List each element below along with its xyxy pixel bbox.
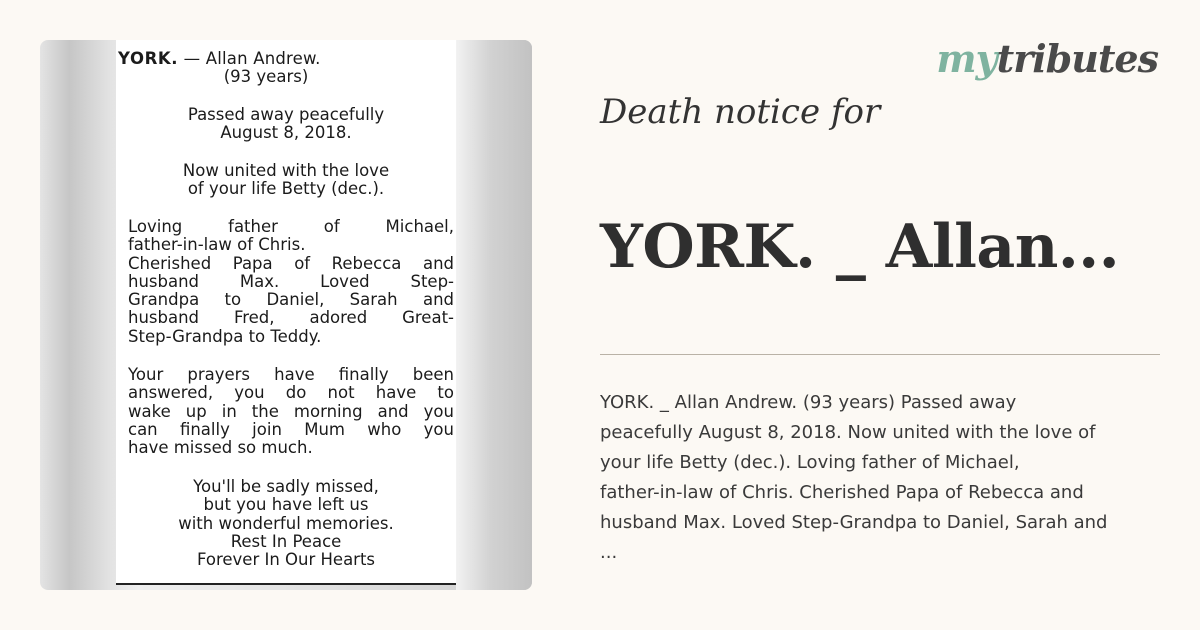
clipping-shadow [456, 40, 532, 590]
excerpt-line: father-in-law of Chris. Cherished Papa of Rebecca and [600, 482, 1084, 503]
logo-prefix: my [936, 36, 997, 81]
clipping-line: Now united with the love [182, 161, 390, 180]
clipping-line: with wonderful memories. [178, 513, 394, 533]
clipping-line: Passed away peacefully [187, 105, 385, 124]
clipping-line: You'll be sadly missed, [193, 477, 379, 496]
death-notice-clipping [40, 40, 532, 590]
clipping-name-line [116, 50, 456, 68]
clipping-united-block [116, 162, 456, 199]
excerpt-line: husband Max. Loved Step-Grandpa to Daniel, Sarah and [600, 512, 1108, 533]
clipping-header [116, 50, 456, 87]
section-divider [600, 354, 1160, 355]
notice-excerpt [600, 388, 1180, 568]
clipping-line: can finally join Mum who you [128, 419, 454, 439]
clipping-line: father-in-law of Chris. [128, 235, 306, 255]
clipping-family-block [128, 218, 454, 346]
clipping-line: August 8, 2018. [220, 123, 352, 143]
clipping-age: (93 years) [223, 67, 309, 87]
clipping-line: Rest In Peace [230, 531, 342, 551]
notice-label: Death notice for [600, 92, 881, 132]
clipping-given-names: — Allan Andrew. [178, 49, 321, 68]
clipping-line: Loving father of Michael, [128, 217, 454, 236]
excerpt-line: your life Betty (dec.). Loving father of Michael, [600, 452, 1020, 473]
clipping-line: Your prayers have finally been [128, 365, 454, 384]
clipping-line: Step-Grandpa to Teddy. [128, 326, 322, 346]
clipping-line: of your life Betty (dec.). [187, 179, 385, 199]
excerpt-line: peacefully August 8, 2018. Now united with the love of [600, 422, 1096, 443]
clipping-line: husband Max. Loved Step- [128, 271, 454, 291]
excerpt-line: ... [600, 542, 618, 563]
clipping-line: wake up in the morning and you [128, 401, 454, 421]
clipping-line: husband Fred, adored Great- [128, 308, 454, 328]
deceased-name-heading: YORK. _ Allan... [600, 212, 1120, 282]
mytributes-logo[interactable] [936, 36, 1158, 81]
clipping-line: answered, you do not have to [128, 383, 454, 403]
logo-suffix: tributes [996, 36, 1158, 81]
clipping-line: Cherished Papa of Rebecca and [128, 253, 454, 273]
clipping-line: Forever In Our Hearts [196, 550, 376, 570]
clipping-passed-block [116, 106, 456, 143]
excerpt-line: YORK. _ Allan Andrew. (93 years) Passed away [600, 392, 1017, 413]
clipping-surname: YORK. [118, 49, 179, 68]
clipping-line: but you have left us [203, 495, 369, 515]
clipping-line: Grandpa to Daniel, Sarah and [128, 290, 454, 310]
clipping-bottom-rule [116, 583, 456, 585]
clipping-closing-block [116, 478, 456, 569]
clipping-paper [116, 40, 456, 584]
clipping-line: have missed so much. [128, 438, 313, 458]
clipping-prayers-block [128, 366, 454, 457]
